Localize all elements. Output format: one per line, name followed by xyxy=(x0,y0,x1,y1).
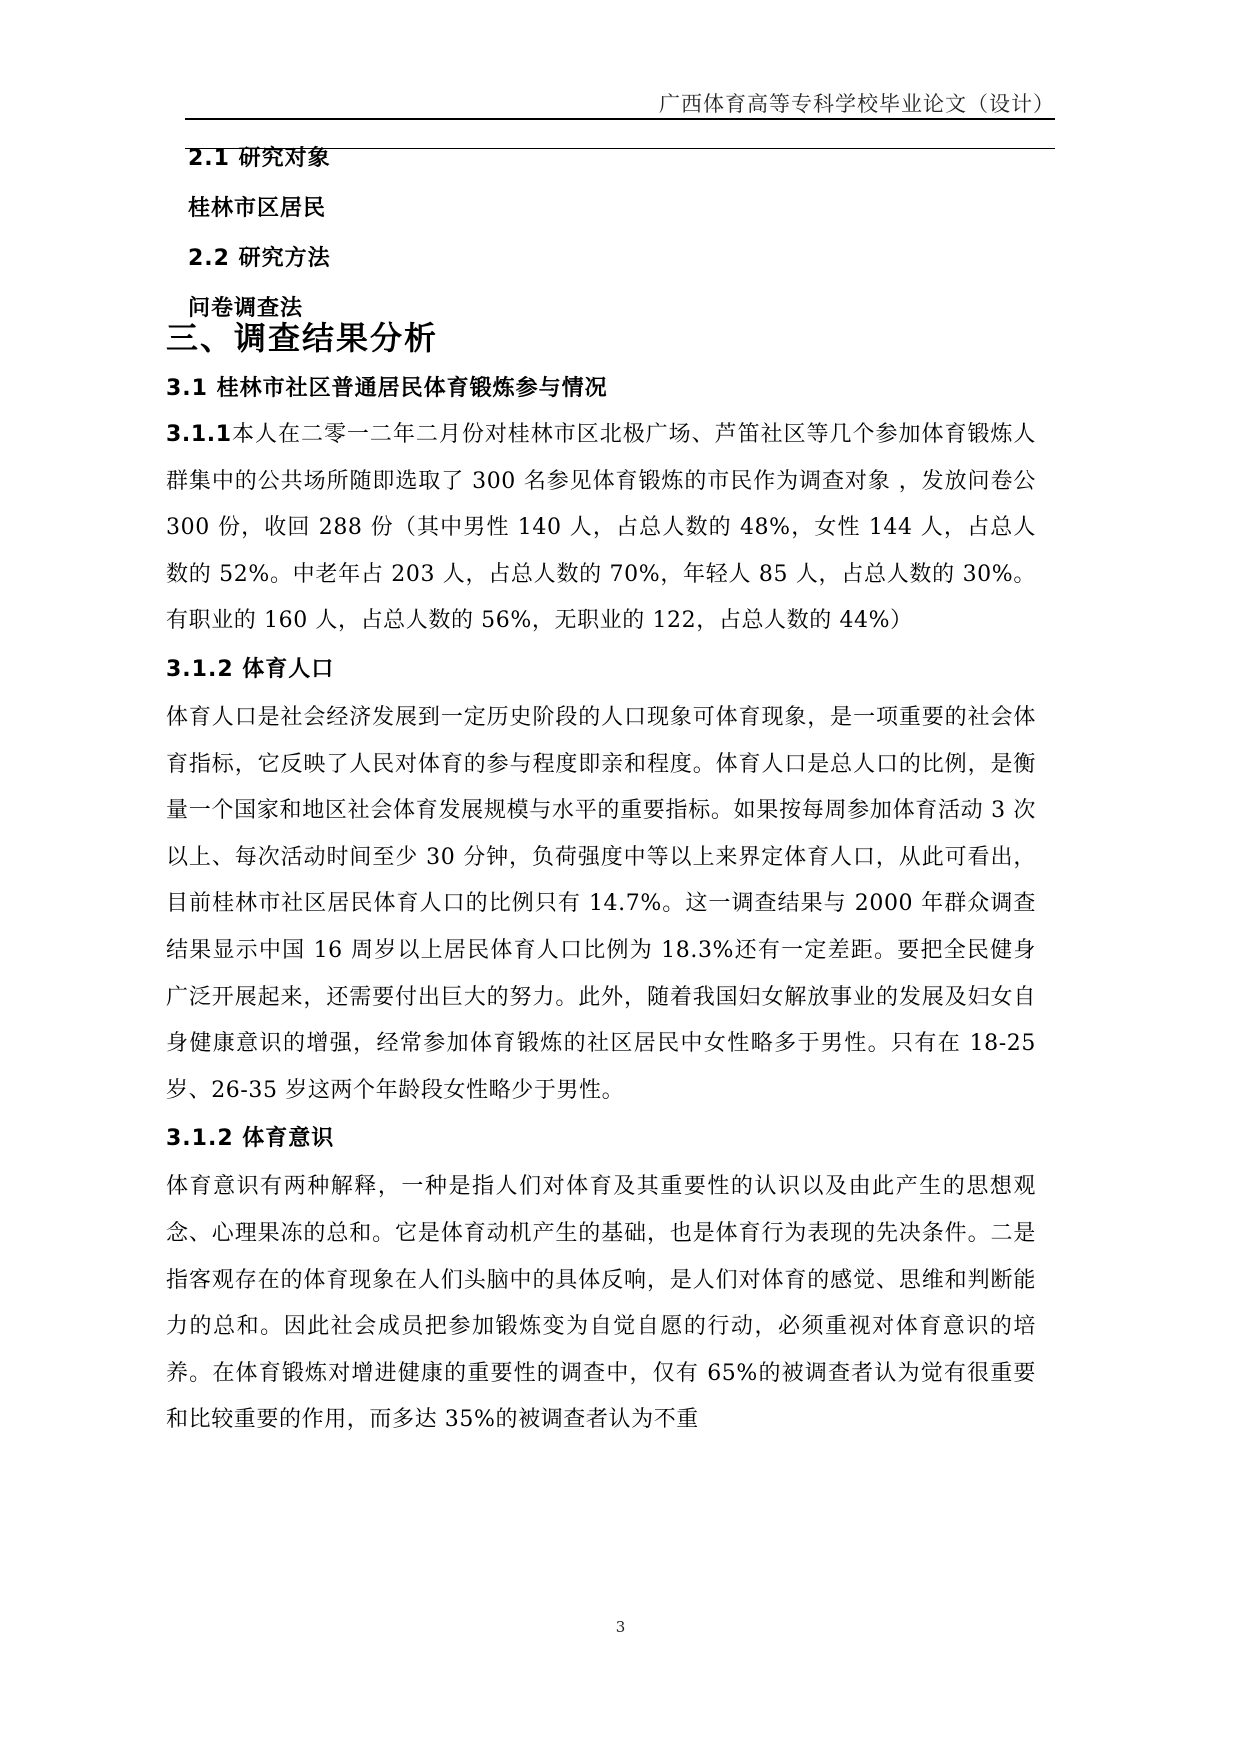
paragraph-3-1-1-number: 3.1.1 xyxy=(166,422,232,447)
heading-2-1: 2.1 研究对象 xyxy=(188,146,331,171)
page-number: 3 xyxy=(615,1618,626,1636)
heading-3-1: 3.1 桂林市社区普通居民体育锻炼参与情况 xyxy=(166,376,608,401)
text-2-2: 问卷调查法 xyxy=(188,296,304,321)
section-2-block xyxy=(188,134,1058,334)
paragraph-3-1-2-sports-population: 体育人口是社会经济发展到一定历史阶段的人口现象可体育现象，是一项重要的社会体育指标，它反映了人民对体育的参与程度即亲和程度。体育人口是总人口的比例，是衡量一个国家和地区社会体育发展规模与水平的重要指标。如果按每周参加体育活动 3 次以上、每次活动时间至少 30 分钟，负荷强度中等以上来界定体育人口，从此可看出，目前桂林市社区居民体育人口的比例只有 14.7%。这一调查结果与 2000 年群众调查结果显示中国 16 周岁以上居民体育人口比例为 18.3%还有一定差距。要把全民健身广泛开展起来，还需要付出巨大的努力。此外，随着我国妇女解放事业的发展及妇女自身健康意识的增强，经常参加体育锻炼的社区居民中女性略多于男性。只有在 18-25 岁、26-35 岁这两个年龄段女性略少于男性。 xyxy=(166,704,1036,1103)
running-header: 广西体育高等专科学校毕业论文（设计） xyxy=(659,92,1055,116)
section-3-block xyxy=(166,364,1036,1444)
heading-3-1-2-sports-population: 3.1.2 体育人口 xyxy=(166,656,335,682)
paragraph-3-1-2-sports-awareness: 体育意识有两种解释，一种是指人们对体育及其重要性的认识以及由此产生的思想观念、心理果冻的总和。它是体育动机产生的基础，也是体育行为表现的先决条件。二是指客观存在的体育现象在人们头脑中的具体反响，是人们对体育的感觉、思维和判断能力的总和。因此社会成员把参加锻炼变为自觉自愿的行动，必须重视对体育意识的培养。在体育锻炼对增进健康的重要性的调查中，仅有 65%的被调查者认为觉有很重要和比较重要的作用，而多达 35%的被调查者认为不重 xyxy=(166,1174,1036,1433)
paragraph-3-1-1 xyxy=(166,412,1036,645)
heading-2-2: 2.2 研究方法 xyxy=(188,246,331,271)
heading-chapter-3: 三、调查结果分析 xyxy=(166,319,439,357)
text-2-1: 桂林市区居民 xyxy=(188,196,327,221)
heading-3-1-2-sports-awareness: 3.1.2 体育意识 xyxy=(166,1126,335,1152)
chapter-3-heading-block xyxy=(166,310,1036,366)
paragraph-3-1-1-text: 本人在二零一二年二月份对桂林市区北极广场、芦笛社区等几个参加体育锻炼人群集中的公共场所随即选取了 300 名参见体育锻炼的市民作为调查对象 ，发放问卷公 300 份，收回 288 份（其中男性 140 人，占总人数的 48%，女性 144 人，占总人数的 52%。中老年占 203 人，占总人数的 70%，年轻人 85 人，占总人数的 30%。有职业的 160 人，占总人数的 56%，无职业的 122，占总人数的 44%） xyxy=(166,422,1036,634)
header-rule xyxy=(185,118,1055,120)
